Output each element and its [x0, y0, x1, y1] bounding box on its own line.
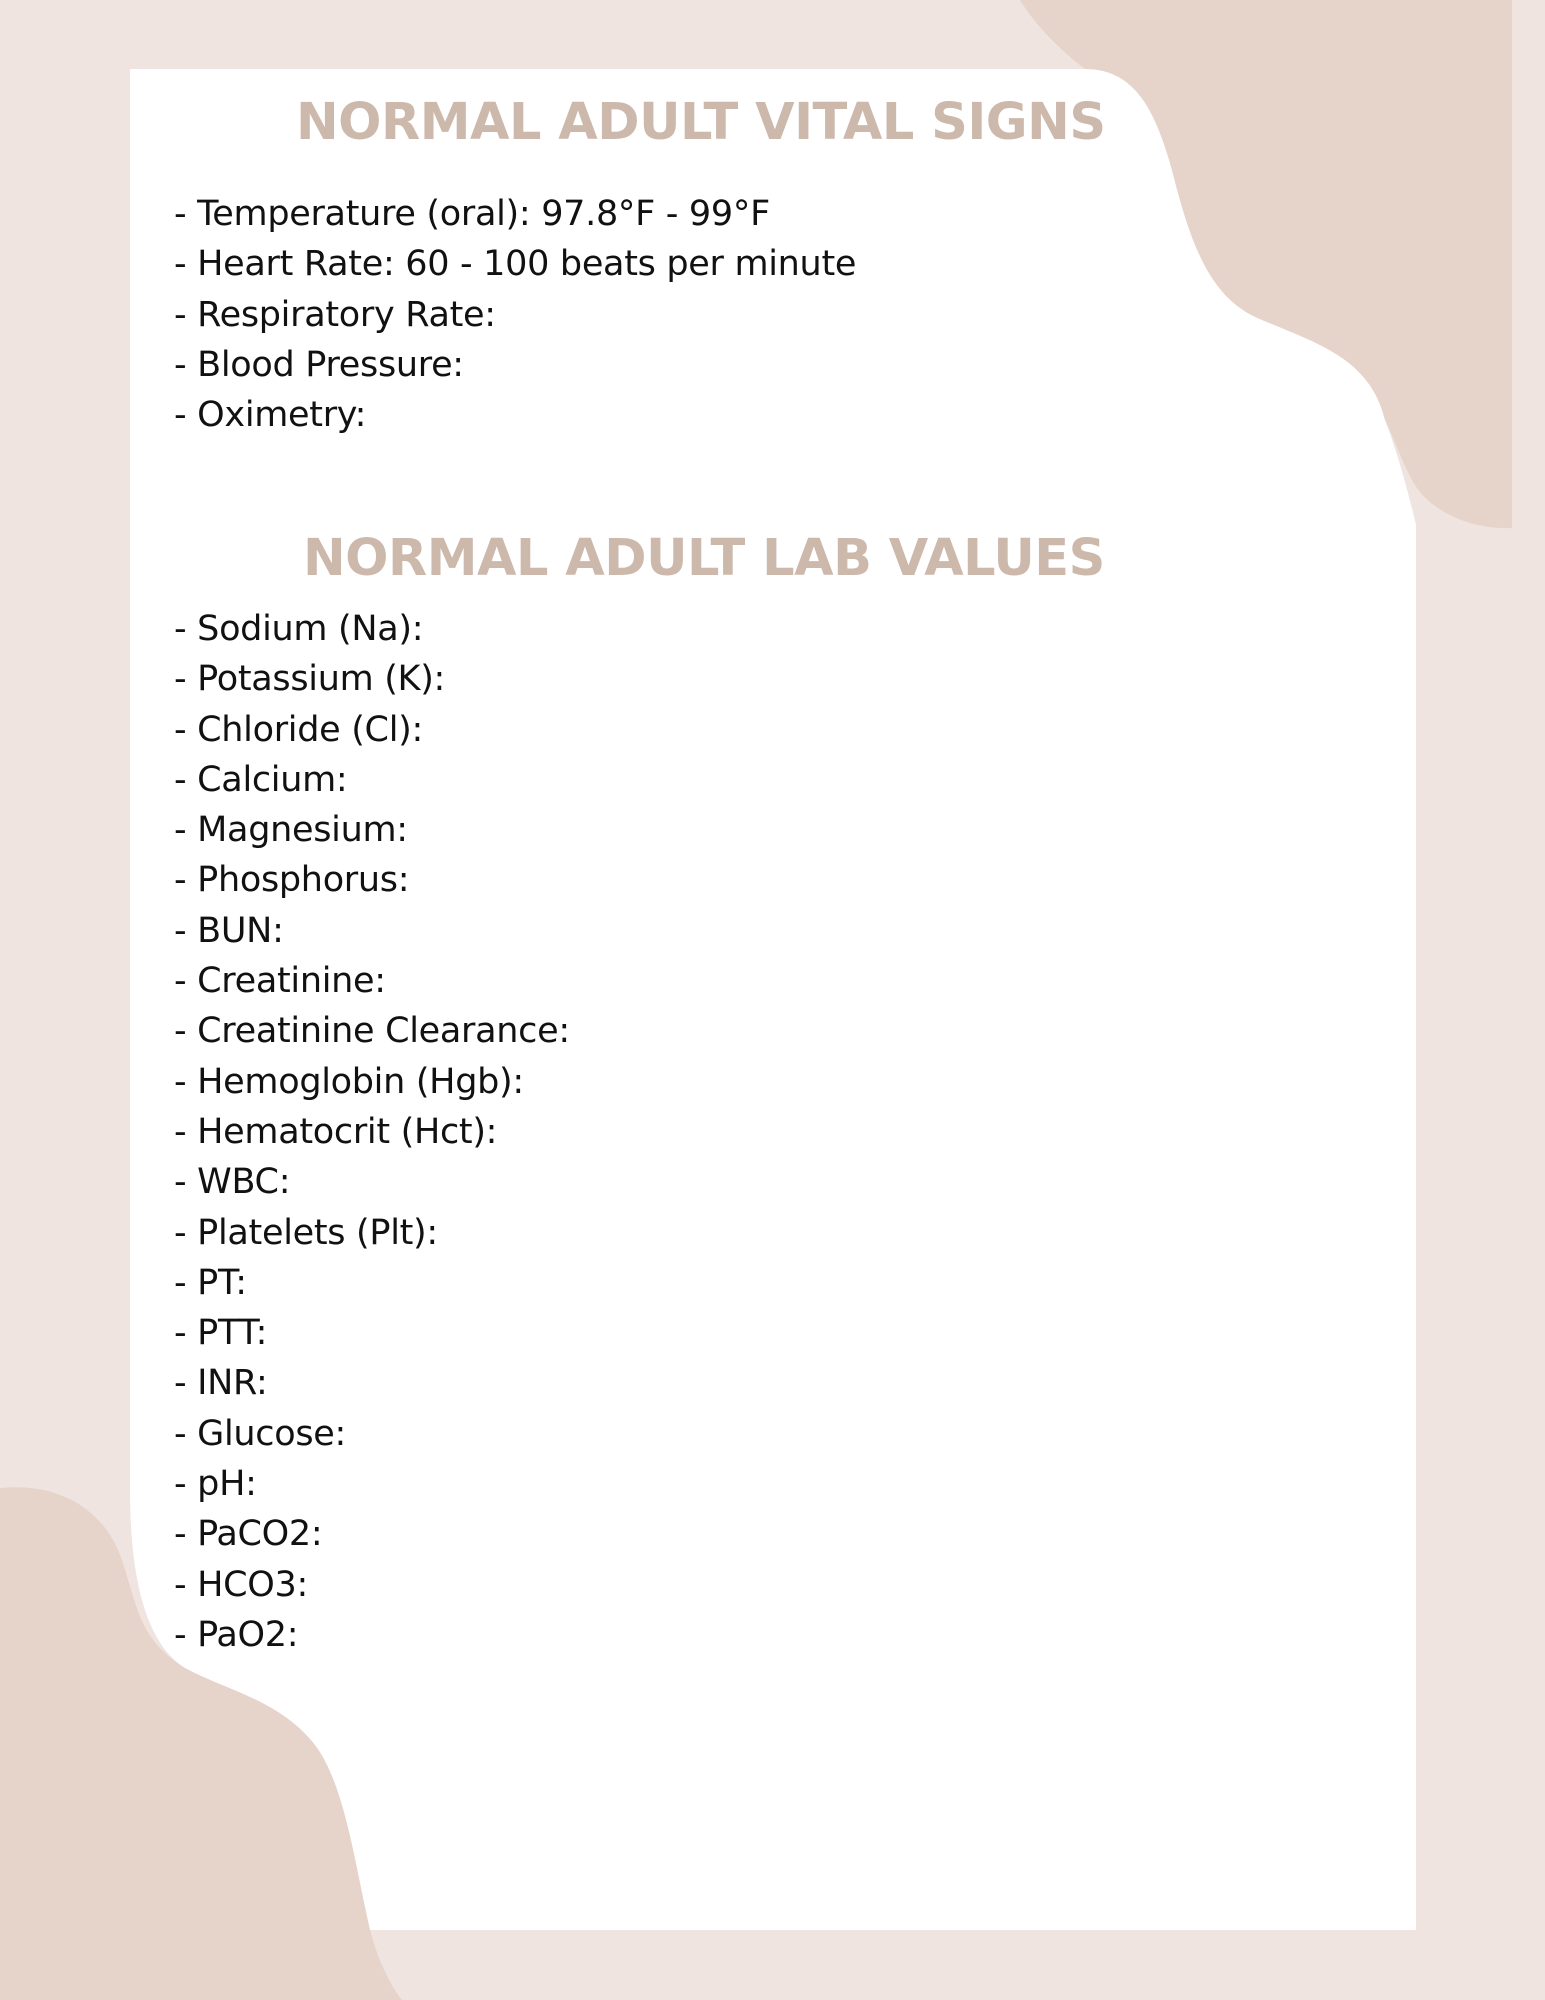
list-item: - Creatinine Clearance: — [174, 1011, 570, 1052]
list-item: - PT: — [174, 1262, 247, 1303]
vital-signs-list — [174, 189, 856, 440]
list-item: - Potassium (K): — [174, 659, 446, 700]
list-item: - Calcium: — [174, 759, 348, 800]
list-item: - Heart Rate: 60 - 100 beats per minute — [174, 244, 857, 285]
list-item: - BUN: — [174, 910, 284, 951]
list-item: - pH: — [174, 1464, 257, 1505]
list-item: - Respiratory Rate: — [174, 294, 496, 335]
list-item: - Phosphorus: — [174, 860, 410, 901]
list-item: - Hematocrit (Hct): — [174, 1111, 498, 1152]
list-item: - Platelets (Plt): — [174, 1212, 438, 1253]
list-item: - PaCO2: — [174, 1514, 323, 1555]
list-item: - Oximetry: — [174, 395, 367, 436]
list-item: - Glucose: — [174, 1413, 347, 1454]
list-item: - Chloride (Cl): — [174, 709, 423, 750]
list-item: - Sodium (Na): — [174, 609, 424, 649]
lab-values-list — [174, 604, 570, 1660]
list-item: - PTT: — [174, 1313, 268, 1354]
list-item: - HCO3: — [174, 1564, 309, 1605]
vital-signs-title: NORMAL ADULT VITAL SIGNS — [296, 93, 1106, 152]
list-item: - WBC: — [174, 1162, 291, 1203]
list-item: - Magnesium: — [174, 810, 408, 851]
list-item: - Hemoglobin (Hgb): — [174, 1061, 524, 1102]
list-item: - INR: — [174, 1363, 268, 1404]
list-item: - PaO2: — [174, 1614, 299, 1655]
list-item: - Creatinine: — [174, 961, 386, 1002]
list-item: - Temperature (oral): 97.8°F - 99°F — [174, 194, 770, 234]
lab-values-title: NORMAL ADULT LAB VALUES — [303, 529, 1105, 588]
list-item: - Blood Pressure: — [174, 344, 464, 385]
